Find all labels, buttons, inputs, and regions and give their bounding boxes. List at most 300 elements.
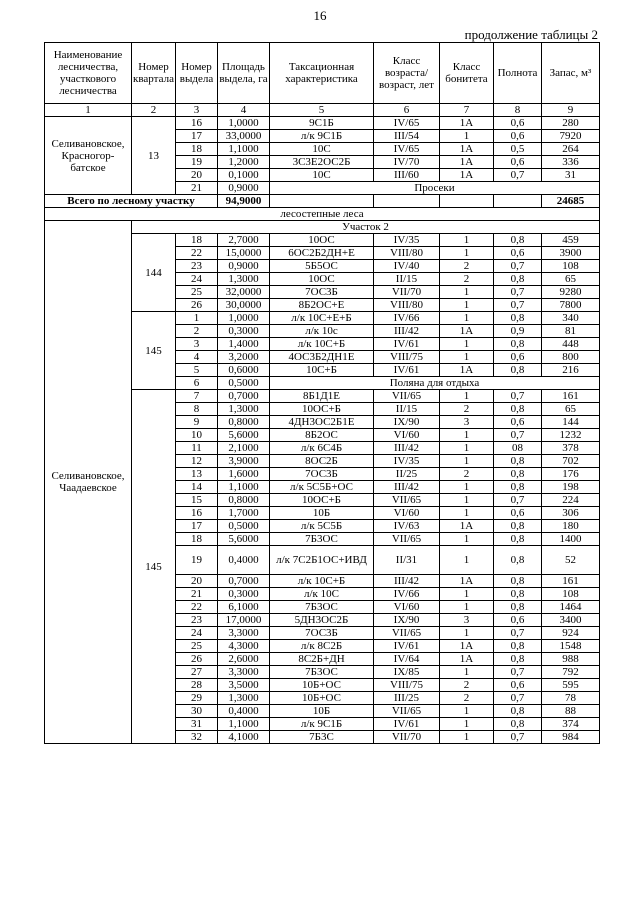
- area-cell: 5,6000: [218, 429, 270, 442]
- taxation-cell: 8Б2ОС+Е: [270, 299, 374, 312]
- age-cell: VIII/80: [374, 299, 440, 312]
- taxation-cell: 4ДН3ОС2Б1Е: [270, 416, 374, 429]
- bonitet-cell: 1А: [440, 143, 494, 156]
- bonitet-cell: 1А: [440, 653, 494, 666]
- bonitet-cell: 1: [440, 234, 494, 247]
- age-cell: VIII/80: [374, 247, 440, 260]
- taxation-cell: 8ОС2Б: [270, 455, 374, 468]
- stock-cell: 161: [542, 575, 600, 588]
- bonitet-cell: 3: [440, 416, 494, 429]
- bonitet-cell: 1: [440, 429, 494, 442]
- empty-cell: [440, 195, 494, 208]
- stock-cell: 9280: [542, 286, 600, 299]
- stock-cell: 374: [542, 718, 600, 731]
- taxation-cell: л/к 7С2Б1ОС+ИВД: [270, 546, 374, 575]
- age-cell: IV/63: [374, 520, 440, 533]
- page-number: 16: [313, 8, 327, 23]
- header-taxation: Таксационная характеристика: [270, 43, 374, 104]
- age-cell: IV/35: [374, 455, 440, 468]
- density-cell: 0,8: [494, 520, 542, 533]
- bonitet-cell: 1: [440, 601, 494, 614]
- age-cell: II/15: [374, 273, 440, 286]
- taxation-cell: 10С: [270, 143, 374, 156]
- area-cell: 0,9000: [218, 260, 270, 273]
- quarter-cell: 145: [132, 312, 176, 390]
- stock-cell: 984: [542, 731, 600, 744]
- bonitet-cell: 1: [440, 494, 494, 507]
- bonitet-cell: 2: [440, 692, 494, 705]
- area-cell: 3,3000: [218, 627, 270, 640]
- taxation-cell: 7Б3ОС: [270, 533, 374, 546]
- stock-cell: 144: [542, 416, 600, 429]
- plot-cell: 18: [176, 234, 218, 247]
- stock-cell: 3400: [542, 614, 600, 627]
- header-quarter: Номер квартала: [132, 43, 176, 104]
- plot-cell: 11: [176, 442, 218, 455]
- density-cell: 0,7: [494, 494, 542, 507]
- stock-cell: 264: [542, 143, 600, 156]
- area-cell: 6,1000: [218, 601, 270, 614]
- density-cell: 0,6: [494, 416, 542, 429]
- age-cell: VII/65: [374, 705, 440, 718]
- taxation-cell: 10ОС+Б: [270, 494, 374, 507]
- density-cell: 0,6: [494, 507, 542, 520]
- area-cell: 1,1000: [218, 143, 270, 156]
- quarter-cell: 13: [132, 117, 176, 195]
- bonitet-cell: 1А: [440, 640, 494, 653]
- bonitet-cell: 1: [440, 666, 494, 679]
- density-cell: 0,7: [494, 286, 542, 299]
- taxation-cell: 8Б1Д1Е: [270, 390, 374, 403]
- column-number: 6: [374, 104, 440, 117]
- density-cell: 0,7: [494, 260, 542, 273]
- header-age-class: Класс возраста/ возраст, лет: [374, 43, 440, 104]
- area-cell: 1,4000: [218, 338, 270, 351]
- age-cell: IV/61: [374, 718, 440, 731]
- area-cell: 0,7000: [218, 575, 270, 588]
- column-number: 7: [440, 104, 494, 117]
- area-cell: 1,1000: [218, 481, 270, 494]
- bonitet-cell: 2: [440, 273, 494, 286]
- area-cell: 1,1000: [218, 718, 270, 731]
- bonitet-cell: 1: [440, 247, 494, 260]
- age-cell: III/42: [374, 442, 440, 455]
- plot-cell: 27: [176, 666, 218, 679]
- plot-cell: 3: [176, 338, 218, 351]
- bonitet-cell: 1: [440, 390, 494, 403]
- taxation-cell: 6ОС2Б2ДН+Е: [270, 247, 374, 260]
- quarter-cell: 145: [132, 390, 176, 744]
- plot-cell: 26: [176, 653, 218, 666]
- column-number: 9: [542, 104, 600, 117]
- stock-cell: 1548: [542, 640, 600, 653]
- land-use-note: Просеки: [270, 182, 600, 195]
- taxation-cell: л/к 10с: [270, 325, 374, 338]
- density-cell: 0,8: [494, 468, 542, 481]
- area-cell: 0,7000: [218, 390, 270, 403]
- taxation-cell: 10ОС+Б: [270, 403, 374, 416]
- bonitet-cell: 1А: [440, 520, 494, 533]
- bonitet-cell: 1: [440, 481, 494, 494]
- taxation-cell: л/к 5С5Б+ОС: [270, 481, 374, 494]
- age-cell: VI/60: [374, 507, 440, 520]
- taxation-cell: 10С: [270, 169, 374, 182]
- stock-cell: 306: [542, 507, 600, 520]
- taxation-cell: л/к 10С+Е+Б: [270, 312, 374, 325]
- taxation-cell: 9С1Б: [270, 117, 374, 130]
- plot-cell: 21: [176, 588, 218, 601]
- age-cell: VII/70: [374, 286, 440, 299]
- plot-cell: 8: [176, 403, 218, 416]
- density-cell: 0,7: [494, 666, 542, 679]
- bonitet-cell: 1: [440, 731, 494, 744]
- plot-cell: 18: [176, 143, 218, 156]
- density-cell: 08: [494, 442, 542, 455]
- plot-cell: 19: [176, 546, 218, 575]
- taxation-cell: 7ОС3Б: [270, 627, 374, 640]
- stock-cell: 108: [542, 588, 600, 601]
- forestry-name-cell: Селивановское, Чаадаевское: [45, 221, 132, 744]
- table-row: [45, 117, 600, 130]
- density-cell: 0,5: [494, 143, 542, 156]
- age-cell: IV/61: [374, 640, 440, 653]
- forestry-name-cell: Селивановское, Красногор-батское: [45, 117, 132, 195]
- total-row: [45, 195, 600, 208]
- column-number: 4: [218, 104, 270, 117]
- plot-cell: 30: [176, 705, 218, 718]
- area-cell: 0,5000: [218, 520, 270, 533]
- area-cell: 0,5000: [218, 377, 270, 390]
- density-cell: 0,8: [494, 403, 542, 416]
- density-cell: 0,8: [494, 533, 542, 546]
- taxation-cell: 10ОС: [270, 234, 374, 247]
- stock-cell: 702: [542, 455, 600, 468]
- total-label: Всего по лесному участку: [45, 195, 218, 208]
- age-cell: VII/65: [374, 627, 440, 640]
- stock-cell: 1232: [542, 429, 600, 442]
- stock-cell: 800: [542, 351, 600, 364]
- density-cell: 0,8: [494, 364, 542, 377]
- stock-cell: 340: [542, 312, 600, 325]
- subsection-title: Участок 2: [132, 221, 600, 234]
- stock-cell: 7800: [542, 299, 600, 312]
- area-cell: 0,1000: [218, 169, 270, 182]
- taxation-cell: 10Б: [270, 705, 374, 718]
- bonitet-cell: 1: [440, 705, 494, 718]
- age-cell: IV/40: [374, 260, 440, 273]
- taxation-cell: л/к 10С: [270, 588, 374, 601]
- density-cell: 0,6: [494, 614, 542, 627]
- stock-cell: 81: [542, 325, 600, 338]
- age-cell: IV/61: [374, 338, 440, 351]
- age-cell: VII/65: [374, 494, 440, 507]
- age-cell: VII/65: [374, 533, 440, 546]
- column-number: 8: [494, 104, 542, 117]
- plot-cell: 20: [176, 575, 218, 588]
- density-cell: 0,6: [494, 117, 542, 130]
- density-cell: 0,6: [494, 130, 542, 143]
- density-cell: 0,8: [494, 705, 542, 718]
- density-cell: 0,7: [494, 627, 542, 640]
- plot-cell: 12: [176, 455, 218, 468]
- plot-cell: 4: [176, 351, 218, 364]
- stock-cell: 180: [542, 520, 600, 533]
- plot-cell: 24: [176, 627, 218, 640]
- taxation-cell: л/к 9С1Б: [270, 718, 374, 731]
- age-cell: III/42: [374, 575, 440, 588]
- stock-cell: 336: [542, 156, 600, 169]
- plot-cell: 25: [176, 640, 218, 653]
- plot-cell: 19: [176, 156, 218, 169]
- age-cell: II/15: [374, 403, 440, 416]
- plot-cell: 25: [176, 286, 218, 299]
- age-cell: VI/60: [374, 429, 440, 442]
- area-cell: 5,6000: [218, 533, 270, 546]
- density-cell: 0,7: [494, 692, 542, 705]
- age-cell: III/54: [374, 130, 440, 143]
- density-cell: 0,8: [494, 273, 542, 286]
- taxation-cell: л/к 10С+Б: [270, 575, 374, 588]
- stock-cell: 459: [542, 234, 600, 247]
- bonitet-cell: 1: [440, 442, 494, 455]
- plot-cell: 29: [176, 692, 218, 705]
- taxation-cell: 7Б3ОС: [270, 666, 374, 679]
- bonitet-cell: 1: [440, 338, 494, 351]
- section-title: лесостепные леса: [45, 208, 600, 221]
- plot-cell: 26: [176, 299, 218, 312]
- bonitet-cell: 3: [440, 614, 494, 627]
- area-cell: 3,9000: [218, 455, 270, 468]
- area-cell: 2,6000: [218, 653, 270, 666]
- age-cell: IV/64: [374, 653, 440, 666]
- age-cell: IX/85: [374, 666, 440, 679]
- plot-cell: 15: [176, 494, 218, 507]
- stock-cell: 65: [542, 273, 600, 286]
- age-cell: VII/70: [374, 731, 440, 744]
- bonitet-cell: 1: [440, 507, 494, 520]
- age-cell: IV/66: [374, 588, 440, 601]
- table-continuation-label: продолжение таблицы 2: [464, 27, 598, 42]
- stock-cell: 65: [542, 403, 600, 416]
- header-forestry: Наименование лесничества, участкового лесничества: [45, 43, 132, 104]
- bonitet-cell: 1: [440, 286, 494, 299]
- area-cell: 1,3000: [218, 273, 270, 286]
- area-cell: 0,8000: [218, 416, 270, 429]
- plot-cell: 16: [176, 507, 218, 520]
- density-cell: 0,8: [494, 455, 542, 468]
- density-cell: 0,8: [494, 718, 542, 731]
- area-cell: 2,1000: [218, 442, 270, 455]
- area-cell: 0,3000: [218, 588, 270, 601]
- area-cell: 3,5000: [218, 679, 270, 692]
- stock-cell: 216: [542, 364, 600, 377]
- land-use-note: Поляна для отдыха: [270, 377, 600, 390]
- taxation-cell: 7Б3ОС: [270, 601, 374, 614]
- stock-cell: 52: [542, 546, 600, 575]
- density-cell: 0,6: [494, 247, 542, 260]
- taxation-cell: 7Б3С: [270, 731, 374, 744]
- bonitet-cell: 2: [440, 468, 494, 481]
- stock-cell: 224: [542, 494, 600, 507]
- age-cell: IV/35: [374, 234, 440, 247]
- bonitet-cell: 1: [440, 130, 494, 143]
- column-number: 5: [270, 104, 374, 117]
- total-stock: 24685: [542, 195, 600, 208]
- quarter-cell: 144: [132, 234, 176, 312]
- area-cell: 3,2000: [218, 351, 270, 364]
- plot-cell: 28: [176, 679, 218, 692]
- plot-cell: 13: [176, 468, 218, 481]
- area-cell: 0,4000: [218, 546, 270, 575]
- plot-cell: 2: [176, 325, 218, 338]
- area-cell: 0,9000: [218, 182, 270, 195]
- density-cell: 0,8: [494, 575, 542, 588]
- area-cell: 17,0000: [218, 614, 270, 627]
- age-cell: III/25: [374, 692, 440, 705]
- bonitet-cell: 1А: [440, 325, 494, 338]
- plot-cell: 5: [176, 364, 218, 377]
- bonitet-cell: 1: [440, 718, 494, 731]
- bonitet-cell: 1А: [440, 575, 494, 588]
- plot-cell: 23: [176, 260, 218, 273]
- area-cell: 15,0000: [218, 247, 270, 260]
- density-cell: 0,8: [494, 234, 542, 247]
- total-area: 94,9000: [218, 195, 270, 208]
- stock-cell: 988: [542, 653, 600, 666]
- taxation-cell: 5Б5ОС: [270, 260, 374, 273]
- plot-cell: 22: [176, 601, 218, 614]
- area-cell: 1,0000: [218, 117, 270, 130]
- header-row: [45, 43, 600, 104]
- age-cell: IV/65: [374, 117, 440, 130]
- stock-cell: 31: [542, 169, 600, 182]
- stock-cell: 1464: [542, 601, 600, 614]
- bonitet-cell: 2: [440, 260, 494, 273]
- age-cell: II/31: [374, 546, 440, 575]
- bonitet-cell: 1: [440, 455, 494, 468]
- age-cell: IX/90: [374, 614, 440, 627]
- taxation-cell: 8Б2ОС: [270, 429, 374, 442]
- area-cell: 33,0000: [218, 130, 270, 143]
- age-cell: III/42: [374, 325, 440, 338]
- stock-cell: 378: [542, 442, 600, 455]
- stock-cell: 1400: [542, 533, 600, 546]
- area-cell: 0,8000: [218, 494, 270, 507]
- bonitet-cell: 1А: [440, 364, 494, 377]
- area-cell: 30,0000: [218, 299, 270, 312]
- taxation-cell: л/к 9С1Б: [270, 130, 374, 143]
- area-cell: 3,3000: [218, 666, 270, 679]
- density-cell: 0,7: [494, 299, 542, 312]
- age-cell: IV/65: [374, 143, 440, 156]
- density-cell: 0,8: [494, 546, 542, 575]
- stock-cell: 3900: [542, 247, 600, 260]
- stock-cell: 792: [542, 666, 600, 679]
- density-cell: 0,8: [494, 653, 542, 666]
- area-cell: 1,6000: [218, 468, 270, 481]
- bonitet-cell: 1: [440, 299, 494, 312]
- taxation-cell: 10Б: [270, 507, 374, 520]
- density-cell: 0,8: [494, 588, 542, 601]
- plot-cell: 31: [176, 718, 218, 731]
- density-cell: 0,8: [494, 601, 542, 614]
- density-cell: 0,7: [494, 731, 542, 744]
- age-cell: IV/66: [374, 312, 440, 325]
- age-cell: VII/65: [374, 390, 440, 403]
- plot-cell: 17: [176, 130, 218, 143]
- stock-cell: 595: [542, 679, 600, 692]
- stock-cell: 176: [542, 468, 600, 481]
- age-cell: IX/90: [374, 416, 440, 429]
- bonitet-cell: 1: [440, 546, 494, 575]
- taxation-cell: л/к 5С5Б: [270, 520, 374, 533]
- plot-cell: 18: [176, 533, 218, 546]
- plot-cell: 1: [176, 312, 218, 325]
- area-cell: 1,3000: [218, 403, 270, 416]
- plot-cell: 10: [176, 429, 218, 442]
- density-cell: 0,8: [494, 312, 542, 325]
- plot-cell: 23: [176, 614, 218, 627]
- area-cell: 4,3000: [218, 640, 270, 653]
- empty-cell: [494, 195, 542, 208]
- stock-cell: 448: [542, 338, 600, 351]
- stock-cell: 924: [542, 627, 600, 640]
- age-cell: VIII/75: [374, 351, 440, 364]
- forest-inventory-table: [44, 42, 600, 744]
- taxation-cell: л/к 6С4Б: [270, 442, 374, 455]
- area-cell: 4,1000: [218, 731, 270, 744]
- taxation-cell: 10Б+ОС: [270, 679, 374, 692]
- taxation-cell: 7ОС3Б: [270, 468, 374, 481]
- density-cell: 0,8: [494, 640, 542, 653]
- density-cell: 0,7: [494, 390, 542, 403]
- taxation-cell: л/к 10С+Б: [270, 338, 374, 351]
- plot-cell: 17: [176, 520, 218, 533]
- plot-cell: 7: [176, 390, 218, 403]
- header-density: Полнота: [494, 43, 542, 104]
- density-cell: 0,8: [494, 481, 542, 494]
- stock-cell: 198: [542, 481, 600, 494]
- stock-cell: 7920: [542, 130, 600, 143]
- area-cell: 0,3000: [218, 325, 270, 338]
- plot-cell: 14: [176, 481, 218, 494]
- bonitet-cell: 2: [440, 679, 494, 692]
- area-cell: 0,6000: [218, 364, 270, 377]
- plot-cell: 22: [176, 247, 218, 260]
- area-cell: 2,7000: [218, 234, 270, 247]
- area-cell: 1,2000: [218, 156, 270, 169]
- area-cell: 0,4000: [218, 705, 270, 718]
- header-area: Площадь выдела, га: [218, 43, 270, 104]
- age-cell: IV/61: [374, 364, 440, 377]
- taxation-cell: 5ДН3ОС2Б: [270, 614, 374, 627]
- stock-cell: 78: [542, 692, 600, 705]
- stock-cell: 161: [542, 390, 600, 403]
- density-cell: 0,9: [494, 325, 542, 338]
- age-cell: III/42: [374, 481, 440, 494]
- density-cell: 0,6: [494, 679, 542, 692]
- empty-cell: [374, 195, 440, 208]
- area-cell: 1,3000: [218, 692, 270, 705]
- taxation-cell: 10ОС: [270, 273, 374, 286]
- header-stock: Запас, м³: [542, 43, 600, 104]
- bonitet-cell: 1А: [440, 156, 494, 169]
- bonitet-cell: 1: [440, 533, 494, 546]
- column-number: 1: [45, 104, 132, 117]
- plot-cell: 9: [176, 416, 218, 429]
- column-number-row: [45, 104, 600, 117]
- age-cell: IV/70: [374, 156, 440, 169]
